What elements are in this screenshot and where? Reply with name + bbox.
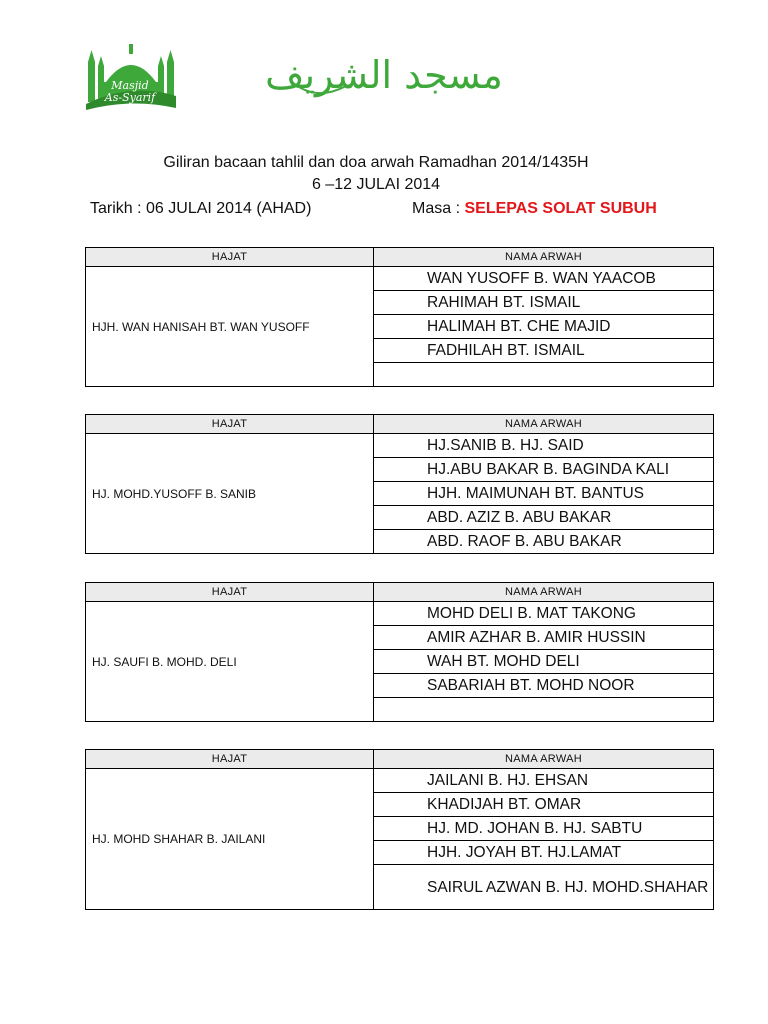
schedule-table-1 [85, 247, 714, 387]
logo-text-line2: As-Syarif [104, 91, 156, 104]
arwah-name: HJH. MAIMUNAH BT. BANTUS [374, 482, 714, 506]
arwah-name: KHADIJAH BT. OMAR [374, 793, 714, 817]
nama-arwah-header: NAMA ARWAH [374, 750, 714, 769]
arwah-name: HJ.ABU BAKAR B. BAGINDA KALI [374, 458, 714, 482]
tarikh-text: Tarikh : 06 JULAI 2014 (AHAD) [90, 200, 312, 217]
hajat-header: HAJAT [86, 415, 374, 434]
arwah-name: ABD. AZIZ B. ABU BAKAR [374, 506, 714, 530]
nama-arwah-header: NAMA ARWAH [374, 583, 714, 602]
schedule-table-3 [85, 582, 714, 722]
masa-group [412, 200, 657, 218]
masjid-logo [84, 42, 178, 110]
arwah-name: WAN YUSOFF B. WAN YAACOB [374, 267, 714, 291]
schedule-table-2 [85, 414, 714, 554]
arwah-name: FADHILAH BT. ISMAIL [374, 339, 714, 363]
arwah-name: AMIR AZHAR B. AMIR HUSSIN [374, 626, 714, 650]
hajat-header: HAJAT [86, 583, 374, 602]
arwah-name: SAIRUL AZWAN B. HJ. MOHD.SHAHAR [374, 865, 714, 910]
nama-arwah-header: NAMA ARWAH [374, 415, 714, 434]
arwah-name: HALIMAH BT. CHE MAJID [374, 315, 714, 339]
arwah-name [374, 698, 714, 722]
hajat-header: HAJAT [86, 750, 374, 769]
page-title: Giliran bacaan tahlil dan doa arwah Ramadhan 2014/1435H [163, 154, 589, 171]
arabic-calligraphy [265, 42, 503, 110]
arwah-name: WAH BT. MOHD DELI [374, 650, 714, 674]
date-range: 6 –12 JULAI 2014 [311, 176, 441, 193]
masa-value: SELEPAS SOLAT SUBUH [464, 200, 657, 217]
hajat-name: HJ. MOHD.YUSOFF B. SANIB [86, 434, 374, 554]
hajat-name: HJ. SAUFI B. MOHD. DELI [86, 602, 374, 722]
date-time-line [90, 200, 730, 218]
arwah-name [374, 363, 714, 387]
arwah-name: MOHD DELI B. MAT TAKONG [374, 602, 714, 626]
arwah-name: HJ. MD. JOHAN B. HJ. SABTU [374, 817, 714, 841]
arwah-name: HJ.SANIB B. HJ. SAID [374, 434, 714, 458]
hajat-name: HJH. WAN HANISAH BT. WAN YUSOFF [86, 267, 374, 387]
arwah-name: HJH. JOYAH BT. HJ.LAMAT [374, 841, 714, 865]
hajat-name: HJ. MOHD SHAHAR B. JAILANI [86, 769, 374, 910]
arwah-name: ABD. RAOF B. ABU BAKAR [374, 530, 714, 554]
arwah-name: SABARIAH BT. MOHD NOOR [374, 674, 714, 698]
nama-arwah-header: NAMA ARWAH [374, 248, 714, 267]
arwah-name: JAILANI B. HJ. EHSAN [374, 769, 714, 793]
logo-text-line1: Masjid [111, 79, 149, 92]
schedule-table-4 [85, 749, 714, 910]
masa-label: Masa : [412, 200, 461, 217]
calligraphy-text: مسجد الشريف [265, 53, 503, 97]
hajat-header: HAJAT [86, 248, 374, 267]
arwah-name: RAHIMAH BT. ISMAIL [374, 291, 714, 315]
